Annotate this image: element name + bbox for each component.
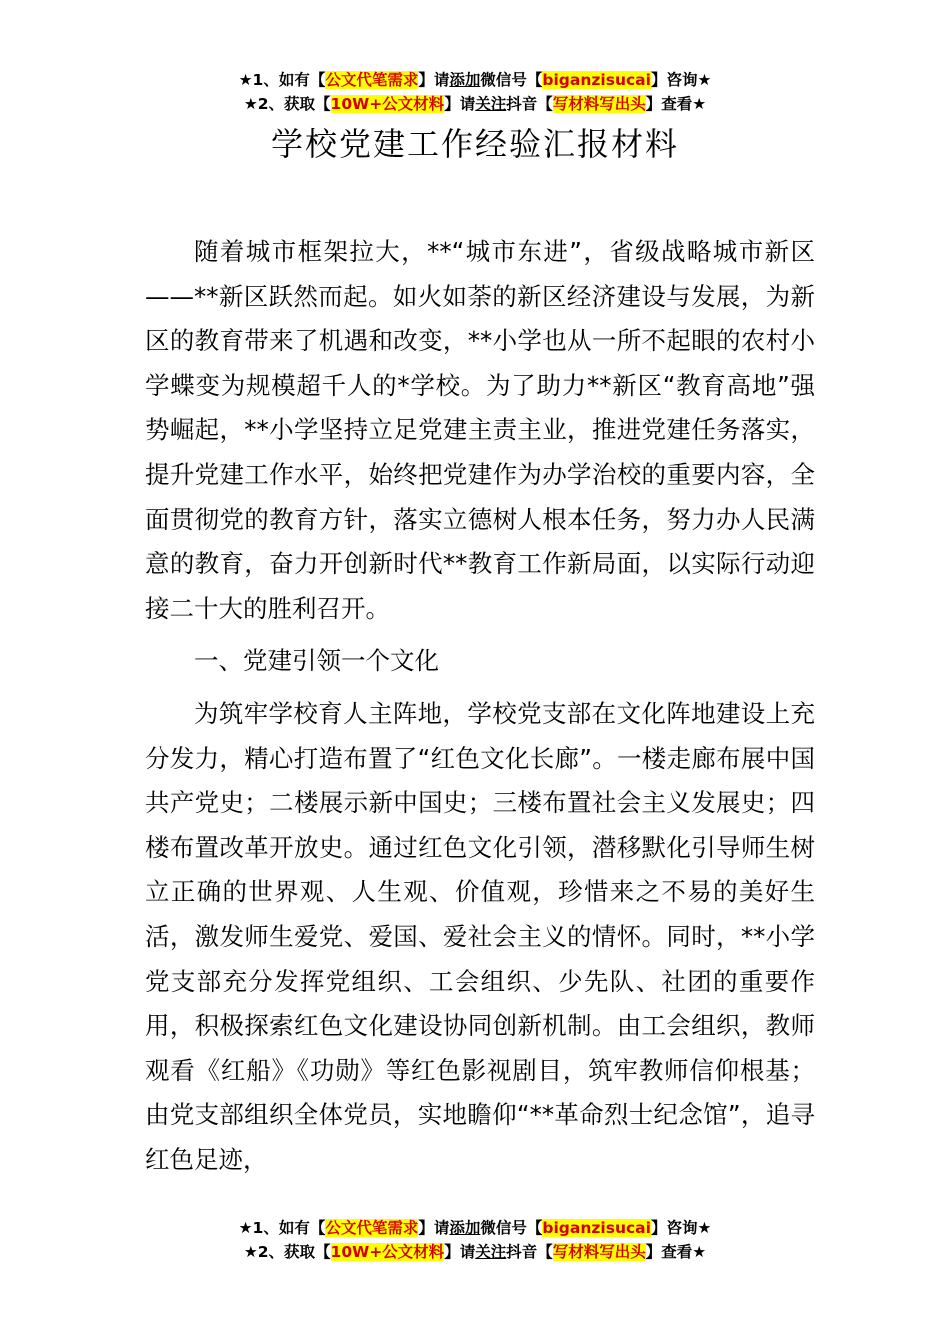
paragraph-intro: 随着城市框架拉大，**“城市东进”，省级战略城市新区——**新区跃然而起。如火如荼的新区经济建设与发展，为新区的教育带来了机遇和改变，**小学也从一所不起眼的农村小学蝶变为规模超千人的*学校。为了助力**新区“教育高地”强势崛起，**小学坚持立足党建主责主业，推进党建任务落实，提升党建工作水平，始终把党建作为办学治校的重要内容，全面贯彻党的教育方针，落实立德树人根本任务，努力办人民满意的教育，奋力开创新时代**教育工作新局面，以实际行动迎接二十大的胜利召开。 [145, 237, 815, 623]
ad-highlight: 10W+公文材料 [330, 95, 445, 113]
bottom-ad-banner [0, 1216, 950, 1264]
paragraph-culture: 为筑牢学校育人主阵地，学校党支部在文化阵地建设上充分发力，精心打造布置了“红色文化长廊”。一楼走廊布展中国共产党史；二楼展示新中国史；三楼布置社会主义发展史；四楼布置改革开放史。通过红色文化引领，潜移默化引导师生树立正确的世界观、人生观、价值观，珍惜来之不易的美好生活，激发师生爱党、爱国、爱社会主义的情怀。同时，**小学党支部充分发挥党组织、工会组织、少先队、社团的重要作用，积极探索红色文化建设协同创新机制。由工会组织，教师观看《红船》《功勋》等红色影视剧目，筑牢教师信仰根基；由党支部组织全体党员，实地瞻仰“**革命烈士纪念馆”，追寻红色足迹， [145, 698, 815, 1174]
document-body [145, 230, 815, 1182]
ad-highlight: 公文代笔需求 [325, 71, 419, 89]
ad-line-2: ★2、获取【10W+公文材料】请关注抖音【写材料写出头】查看★ [243, 1243, 707, 1261]
ad-highlight: biganzisucai [542, 1219, 651, 1237]
document-title: 学校党建工作经验汇报材料 [270, 125, 679, 163]
ad-line-1: ★1、如有【公文代笔需求】请添加微信号【biganzisucai】咨询★ [238, 1219, 712, 1237]
ad-highlight: 公文代笔需求 [325, 1219, 419, 1237]
ad-highlight: 写材料写出头 [552, 95, 646, 113]
top-ad-banner [0, 68, 950, 116]
section-heading: 一、党建引领一个文化 [194, 646, 439, 676]
ad-line-2: ★2、获取【10W+公文材料】请关注抖音【写材料写出头】查看★ [243, 95, 707, 113]
ad-line-1: ★1、如有【公文代笔需求】请添加微信号【biganzisucai】咨询★ [238, 71, 712, 89]
ad-highlight: 10W+公文材料 [330, 1243, 445, 1261]
ad-highlight: 写材料写出头 [552, 1243, 646, 1261]
ad-highlight: biganzisucai [542, 71, 651, 89]
